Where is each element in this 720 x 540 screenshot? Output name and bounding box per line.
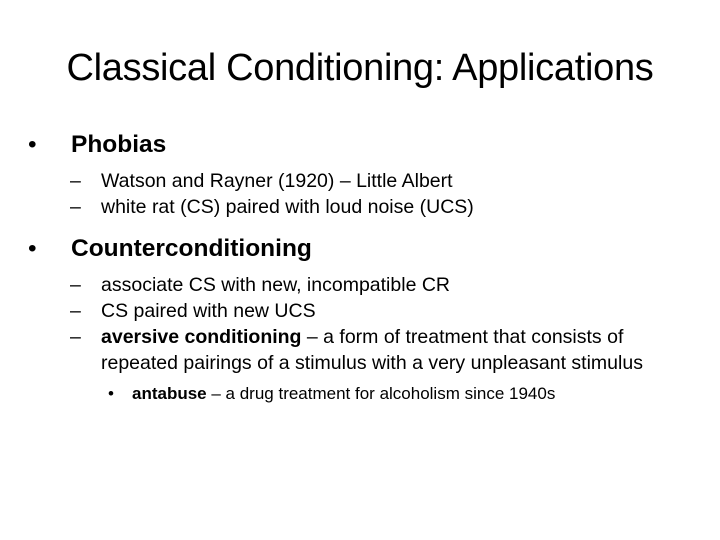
slide-title: Classical Conditioning: Applications [66,47,654,89]
sub-bullet-aversive-conditioning [28,324,698,376]
dash-icon: – [70,274,81,296]
sub-bullet-text: CS paired with new UCS [101,300,316,322]
term-aversive-conditioning: aversive conditioning [101,326,302,348]
dash-icon: – [70,196,81,218]
slide-content [28,128,698,406]
dash-icon: – [70,300,81,322]
bullet-phobias [28,128,698,162]
sub-sub-bullet-text: – a drug treatment for alcoholism since 1940s [206,384,556,403]
sub-bullet-text: Watson and Rayner (1920) – Little Albert [101,170,453,192]
bullet-icon: • [108,384,114,403]
sub-bullet-white-rat [28,194,698,220]
bullet-heading: Phobias [71,131,167,158]
sub-bullet-cs-paired [28,298,698,324]
bullet-heading: Counterconditioning [71,235,312,262]
sub-bullet-text: – a form of treatment that consists of repeated pairings of a stimulus with a very unpleasant stimulus [101,326,643,374]
dash-icon: – [70,326,81,348]
dash-icon: – [70,170,81,192]
bullet-counterconditioning [28,232,698,266]
sub-bullet-associate-cs [28,272,698,298]
sub-bullet-watson-rayner [28,168,698,194]
bullet-icon: • [28,235,37,262]
sub-bullet-text: white rat (CS) paired with loud noise (UCS) [101,196,474,218]
term-antabuse: antabuse [132,384,207,403]
sub-bullet-text: associate CS with new, incompatible CR [101,274,450,296]
bullet-icon: • [28,131,37,158]
sub-sub-bullet-antabuse [28,382,698,406]
